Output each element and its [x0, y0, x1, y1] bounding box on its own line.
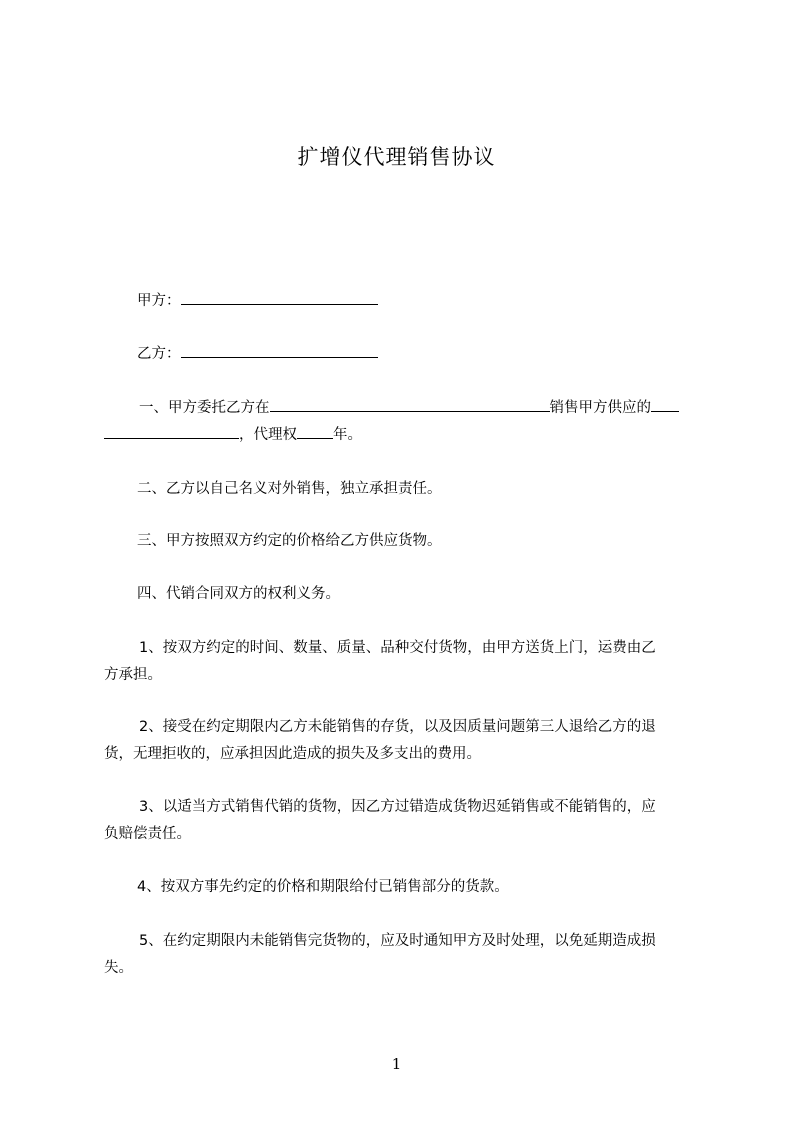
party-b-label: 乙方： [137, 346, 181, 362]
item-3-line-1: 3、以适当方式销售代销的货物，因乙方过错造成货物迟延销售或不能销售的，应 [139, 799, 656, 815]
clause-1-blank-goods-start [651, 397, 679, 412]
clause-2: 二、乙方以自己名义对外销售，独立承担责任。 [137, 481, 442, 497]
item-4: 4、按双方事先约定的价格和期限给付已销售部分的货款。 [137, 879, 509, 895]
clause-3: 三、甲方按照双方约定的价格给乙方供应货物。 [137, 533, 442, 549]
item-5-line-1: 5、在约定期限内未能销售完货物的，应及时通知甲方及时处理，以免延期造成损 [139, 933, 656, 949]
party-a-blank [181, 290, 378, 305]
item-5-line-2: 失。 [104, 960, 133, 976]
item-2-line-1: 2、接受在约定期限内乙方未能销售的存货，以及因质量问题第三人退给乙方的退 [139, 719, 656, 735]
item-1-line-1: 1、按双方约定的时间、数量、质量、品种交付货物，由甲方送货上门，运费由乙 [139, 640, 656, 656]
document-title: 扩增仪代理销售协议 [297, 145, 496, 169]
clause-1-line-2 [104, 424, 362, 446]
clause-1-blank-region [270, 397, 550, 412]
party-b-line [137, 343, 378, 365]
clause-4: 四、代销合同双方的权利义务。 [137, 586, 340, 602]
clause-1-blank-years [297, 424, 333, 439]
clause-1-blank-goods [104, 424, 239, 439]
clause-1-text-d: 年。 [333, 427, 362, 443]
clause-1-text-a: 一、甲方委托乙方在 [139, 400, 270, 416]
party-a-line [137, 290, 378, 312]
clause-1-text-b: 销售甲方供应的 [549, 400, 651, 416]
clause-1-line-1 [139, 397, 679, 419]
party-a-label: 甲方： [137, 293, 181, 309]
item-1-line-2: 方承担。 [104, 667, 162, 683]
clause-1-text-c: ，代理权 [239, 427, 297, 443]
party-b-blank [181, 343, 378, 358]
item-2-line-2: 货，无理拒收的，应承担因此造成的损失及多支出的费用。 [104, 746, 481, 762]
page-number: 1 [391, 1055, 402, 1073]
item-3-line-2: 负赔偿责任。 [104, 826, 191, 842]
